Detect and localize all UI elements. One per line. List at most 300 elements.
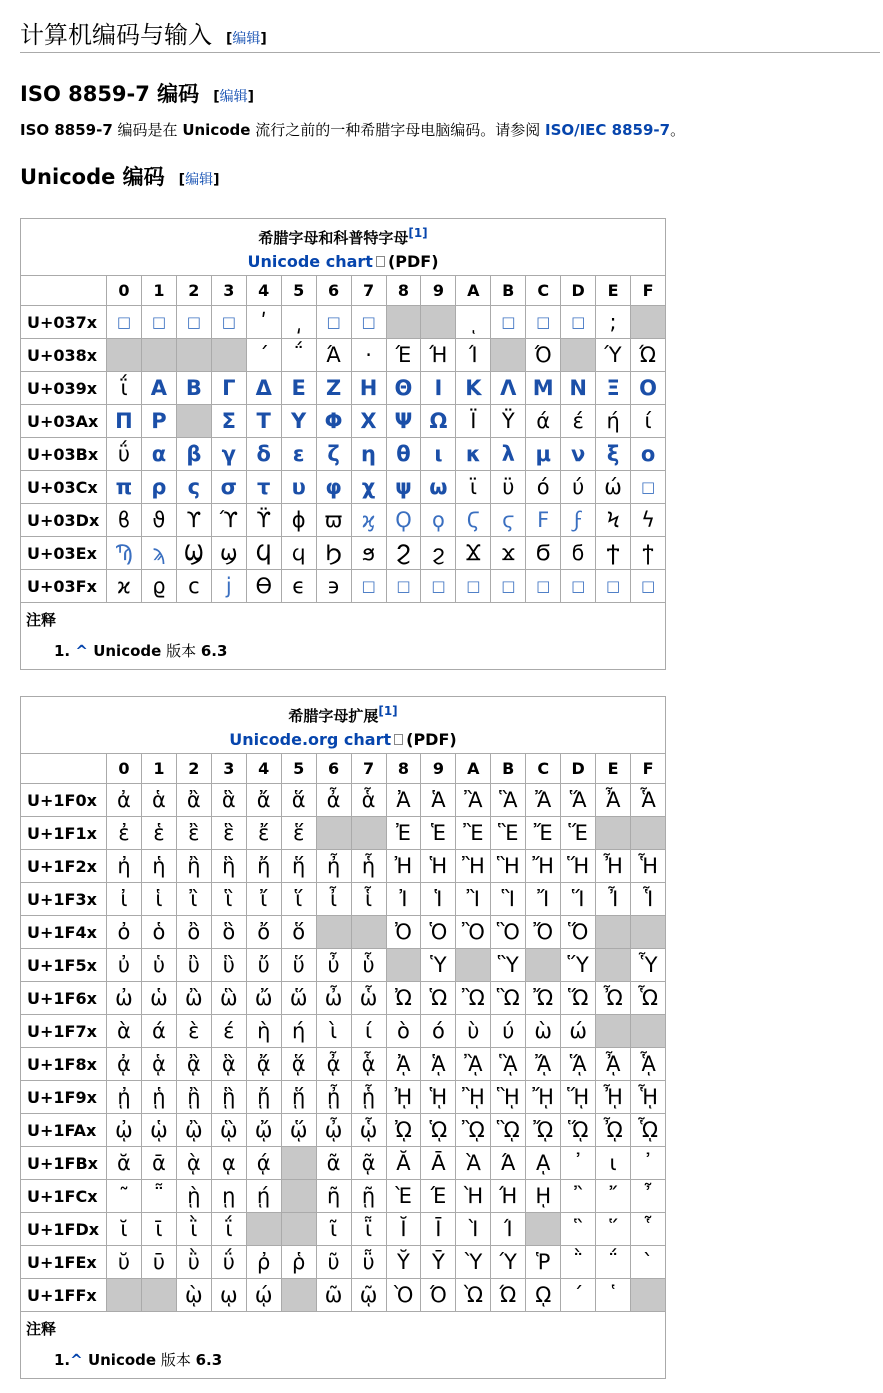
unicode-name: Unicode (182, 121, 251, 139)
char-cell[interactable]: □ (211, 306, 246, 339)
note-item (54, 1349, 660, 1370)
reference-link[interactable]: [1] (408, 225, 428, 240)
char-cell: Ῡ (421, 1246, 456, 1279)
char-cell: Ἂ (456, 784, 491, 817)
iso-name: ISO 8859-7 (20, 121, 113, 139)
char-cell: ῲ (176, 1279, 211, 1312)
char-cell: ᾷ (351, 1147, 386, 1180)
char-cell: Ἄ (526, 784, 561, 817)
char-cell: Ῥ (526, 1246, 561, 1279)
char-cell: ᾠ (107, 1114, 142, 1147)
char-cell: ΄ (246, 339, 281, 372)
char-cell[interactable]: □ (561, 306, 596, 339)
char-cell: ῏ (631, 1180, 666, 1213)
edit-link-wrapper: [编辑] (178, 172, 220, 188)
char-cell: ᾊ (456, 1048, 491, 1081)
char-cell: ἁ (141, 784, 176, 817)
char-cell: Ἀ (386, 784, 421, 817)
char-cell: Ὂ (456, 916, 491, 949)
pdf-label: (PDF) (406, 729, 457, 749)
char-cell: ᾩ (421, 1114, 456, 1147)
char-cell: Ἶ (596, 883, 631, 916)
char-cell: ΰ (211, 1246, 246, 1279)
char-cell: ᾕ (281, 1081, 316, 1114)
table-row (21, 1147, 666, 1180)
char-cell: ῤ (246, 1246, 281, 1279)
note-backlink[interactable]: ^ (75, 642, 88, 660)
char-cell[interactable]: Σ (211, 405, 246, 438)
note-version: 6.3 (195, 1351, 223, 1369)
char-cell: Ἤ (526, 850, 561, 883)
char-cell[interactable]: Ε (281, 372, 316, 405)
note-backlink[interactable]: ^ (70, 1351, 83, 1369)
char-cell: ὃ (211, 916, 246, 949)
char-cell: ΐ (107, 372, 142, 405)
notes-heading: 注释 (26, 1320, 57, 1338)
char-cell: Ί (456, 339, 491, 372)
char-cell[interactable]: Ν (561, 372, 596, 405)
char-cell[interactable]: Ο (631, 372, 666, 405)
column-header: C (526, 754, 561, 784)
char-cell: ῶ (316, 1279, 351, 1312)
char-cell: · (351, 339, 386, 372)
table-row (21, 817, 666, 850)
char-cell: Ή (491, 1180, 526, 1213)
char-cell[interactable]: □ (561, 570, 596, 603)
char-cell: ϩ (421, 537, 456, 570)
caption-title: 希腊字母扩展 (288, 706, 379, 725)
char-cell: ἡ (141, 850, 176, 883)
row-header: U+03Fx (21, 570, 107, 603)
char-cell[interactable]: Β (176, 372, 211, 405)
char-cell[interactable]: □ (351, 570, 386, 603)
char-cell[interactable]: □ (631, 471, 666, 504)
char-cell: ὂ (176, 916, 211, 949)
char-cell: ᾜ (526, 1081, 561, 1114)
char-cell: ὼ (526, 1015, 561, 1048)
pdf-icon (394, 734, 403, 745)
char-cell: ΐ (211, 1213, 246, 1246)
char-cell: Ἢ (456, 850, 491, 883)
unicode-chart-link[interactable]: Unicode chart (247, 251, 373, 271)
column-header: 9 (421, 754, 456, 784)
char-cell: Ἴ (526, 883, 561, 916)
char-cell[interactable]: Δ (246, 372, 281, 405)
para-text: 流行之前的一种希腊字母电脑编码。请参阅 (250, 121, 545, 139)
char-cell: ἱ (141, 883, 176, 916)
row-header: U+1F1x (21, 817, 107, 850)
char-cell[interactable]: ν (561, 438, 596, 471)
char-cell[interactable]: σ (211, 471, 246, 504)
char-cell: ἤ (246, 850, 281, 883)
char-cell: ᾏ (631, 1048, 666, 1081)
table-row (21, 982, 666, 1015)
char-cell[interactable]: □ (526, 306, 561, 339)
char-cell: ῒ (176, 1213, 211, 1246)
char-cell: ῆ (316, 1180, 351, 1213)
char-cell[interactable]: Ψ (386, 405, 421, 438)
char-cell: ᾃ (211, 1048, 246, 1081)
char-cell: Ἧ (631, 850, 666, 883)
char-cell[interactable]: Φ (316, 405, 351, 438)
char-cell[interactable]: □ (386, 570, 421, 603)
column-header: E (596, 754, 631, 784)
char-cell: ϥ (281, 537, 316, 570)
corner-cell (21, 276, 107, 306)
char-cell: ᾓ (211, 1081, 246, 1114)
iso-iec-link[interactable]: ISO/IEC 8859-7 (544, 121, 671, 139)
char-cell (386, 949, 421, 982)
table-row (21, 405, 666, 438)
char-cell: ῼ (526, 1279, 561, 1312)
char-cell[interactable]: □ (596, 570, 631, 603)
char-cell: ϱ (141, 570, 176, 603)
char-cell: ᾲ (176, 1147, 211, 1180)
char-cell: ᾂ (176, 1048, 211, 1081)
char-cell: Ἃ (491, 784, 526, 817)
char-cell[interactable]: Υ (281, 405, 316, 438)
char-cell[interactable]: Π (107, 405, 142, 438)
char-cell[interactable]: Ξ (596, 372, 631, 405)
row-header: U+1F9x (21, 1081, 107, 1114)
char-cell[interactable]: Ρ (141, 405, 176, 438)
char-cell: ὖ (316, 949, 351, 982)
char-cell: ᾣ (211, 1114, 246, 1147)
row-header: U+03Dx (21, 504, 107, 537)
table-row (21, 883, 666, 916)
char-cell: ῎ (596, 1180, 631, 1213)
char-cell: Ἓ (491, 817, 526, 850)
char-cell[interactable]: Ω (421, 405, 456, 438)
char-cell: ῌ (526, 1180, 561, 1213)
char-cell: Ὥ (561, 982, 596, 1015)
column-header: 8 (386, 754, 421, 784)
char-cell: ᾫ (491, 1114, 526, 1147)
note-unicode: Unicode (93, 642, 162, 660)
edit-link[interactable]: 编辑 (219, 89, 248, 105)
char-cell: Ὴ (456, 1180, 491, 1213)
char-cell: ὄ (246, 916, 281, 949)
char-cell[interactable]: τ (246, 471, 281, 504)
char-cell: ῥ (281, 1246, 316, 1279)
char-cell: Ἇ (631, 784, 666, 817)
char-cell (631, 306, 666, 339)
greek-coptic-table (20, 218, 666, 670)
char-cell (526, 1213, 561, 1246)
char-cell: ῡ (141, 1246, 176, 1279)
char-cell: ἒ (176, 817, 211, 850)
char-cell: ι (596, 1147, 631, 1180)
char-cell[interactable]: Τ (246, 405, 281, 438)
char-cell: Ἰ (386, 883, 421, 916)
char-cell: ῍ (561, 1180, 596, 1213)
char-cell: ᾋ (491, 1048, 526, 1081)
char-cell[interactable]: γ (211, 438, 246, 471)
char-cell: ᾪ (456, 1114, 491, 1147)
char-cell: ὓ (211, 949, 246, 982)
row-header: U+037x (21, 306, 107, 339)
row-header: U+1F7x (21, 1015, 107, 1048)
char-cell: ῖ (316, 1213, 351, 1246)
column-header: 9 (421, 276, 456, 306)
row-header: U+1F5x (21, 949, 107, 982)
note-number: 1. (54, 1351, 71, 1369)
char-cell: ἴ (246, 883, 281, 916)
char-cell: ῟ (631, 1213, 666, 1246)
char-cell: ῧ (351, 1246, 386, 1279)
char-cell: Ὶ (456, 1213, 491, 1246)
char-cell[interactable]: ϛ (491, 504, 526, 537)
char-cell: ᾡ (141, 1114, 176, 1147)
char-cell: Έ (421, 1180, 456, 1213)
table-row (21, 372, 666, 405)
row-header: U+038x (21, 339, 107, 372)
char-cell[interactable]: Α (141, 372, 176, 405)
char-cell[interactable]: ι (421, 438, 456, 471)
char-cell: Ἕ (561, 817, 596, 850)
char-cell: ὢ (176, 982, 211, 1015)
column-header: 6 (316, 754, 351, 784)
char-cell: ΅ (596, 1246, 631, 1279)
char-cell: ᾶ (316, 1147, 351, 1180)
char-cell: ὸ (386, 1015, 421, 1048)
char-cell[interactable]: Γ (211, 372, 246, 405)
char-cell: ᾍ (561, 1048, 596, 1081)
section-title: 计算机编码与输入 (20, 21, 212, 49)
char-cell[interactable]: Λ (491, 372, 526, 405)
char-cell: Ὺ (456, 1246, 491, 1279)
char-cell: ἵ (281, 883, 316, 916)
char-cell[interactable]: ς (176, 471, 211, 504)
char-cell: ᾳ (211, 1147, 246, 1180)
char-cell[interactable]: Ϙ (386, 504, 421, 537)
char-cell (176, 405, 211, 438)
char-cell[interactable]: υ (281, 471, 316, 504)
char-cell: Ί (491, 1213, 526, 1246)
char-cell: ; (596, 306, 631, 339)
char-cell: ᾭ (561, 1114, 596, 1147)
char-cell[interactable]: μ (526, 438, 561, 471)
char-cell[interactable]: □ (351, 306, 386, 339)
char-cell: Ώ (491, 1279, 526, 1312)
edit-link[interactable]: 编辑 (185, 172, 214, 188)
char-cell[interactable]: ϳ (211, 570, 246, 603)
char-cell: Ὤ (526, 982, 561, 1015)
edit-link[interactable]: 编辑 (232, 31, 261, 47)
char-cell (456, 949, 491, 982)
char-cell: ᾯ (631, 1114, 666, 1147)
char-cell: Ϋ (491, 405, 526, 438)
char-cell: Ἵ (561, 883, 596, 916)
table-row (21, 570, 666, 603)
table-row (21, 1114, 666, 1147)
char-cell: Ὓ (491, 949, 526, 982)
char-cell[interactable]: □ (316, 306, 351, 339)
char-cell[interactable]: Η (351, 372, 386, 405)
row-header: U+1FAx (21, 1114, 107, 1147)
char-cell: Ϧ (316, 537, 351, 570)
table-row (21, 339, 666, 372)
char-cell: ʹ (246, 306, 281, 339)
char-cell[interactable]: λ (491, 438, 526, 471)
char-cell[interactable]: □ (526, 570, 561, 603)
table-caption (21, 219, 666, 276)
char-cell: ϓ (211, 504, 246, 537)
char-cell (141, 339, 176, 372)
char-cell: Ὃ (491, 916, 526, 949)
char-cell: Ὣ (491, 982, 526, 1015)
char-cell: ἣ (211, 850, 246, 883)
char-cell[interactable]: Ζ (316, 372, 351, 405)
char-cell[interactable]: Κ (456, 372, 491, 405)
char-cell: ῀ (107, 1180, 142, 1213)
char-cell[interactable]: Μ (526, 372, 561, 405)
row-header: U+1F0x (21, 784, 107, 817)
char-cell: ᾈ (386, 1048, 421, 1081)
char-cell[interactable]: Ϡ (107, 537, 142, 570)
char-cell: Ὁ (421, 916, 456, 949)
char-cell: ἐ (107, 817, 142, 850)
char-cell: Ϩ (386, 537, 421, 570)
char-cell[interactable]: □ (631, 570, 666, 603)
char-cell[interactable]: ο (631, 438, 666, 471)
char-cell: ᾄ (246, 1048, 281, 1081)
char-cell: Ϯ (596, 537, 631, 570)
note-version-label: 版本 (161, 642, 201, 660)
char-cell (316, 817, 351, 850)
char-cell: ἰ (107, 883, 142, 916)
char-cell: ΰ (107, 438, 142, 471)
char-cell[interactable]: □ (141, 306, 176, 339)
char-cell: Ά (316, 339, 351, 372)
char-cell[interactable]: □ (107, 306, 142, 339)
char-cell (316, 916, 351, 949)
unicode-chart-link[interactable]: Unicode.org chart (229, 729, 392, 749)
char-cell: Ὦ (596, 982, 631, 1015)
char-cell[interactable]: φ (316, 471, 351, 504)
char-cell[interactable]: □ (421, 570, 456, 603)
char-cell[interactable]: α (141, 438, 176, 471)
char-cell: ῂ (176, 1180, 211, 1213)
char-cell: ᾮ (596, 1114, 631, 1147)
char-cell[interactable]: □ (456, 570, 491, 603)
char-cell[interactable]: □ (176, 306, 211, 339)
notes-cell (21, 603, 666, 670)
char-cell: ἲ (176, 883, 211, 916)
char-cell[interactable]: π (107, 471, 142, 504)
char-cell: ῾ (596, 1279, 631, 1312)
char-cell: ᾎ (596, 1048, 631, 1081)
char-cell: ῠ (107, 1246, 142, 1279)
char-cell: ἀ (107, 784, 142, 817)
char-cell: ϰ (107, 570, 142, 603)
char-cell: ᾆ (316, 1048, 351, 1081)
reference-link[interactable]: [1] (378, 703, 398, 718)
char-cell: ϒ (176, 504, 211, 537)
char-cell[interactable]: Ϝ (526, 504, 561, 537)
char-cell: ό (421, 1015, 456, 1048)
column-header: A (456, 754, 491, 784)
char-cell: ὲ (176, 1015, 211, 1048)
char-cell[interactable]: ϙ (421, 504, 456, 537)
char-cell: ἆ (316, 784, 351, 817)
char-cell: ᾽ (561, 1147, 596, 1180)
row-header: U+1FFx (21, 1279, 107, 1312)
char-cell[interactable]: θ (386, 438, 421, 471)
char-cell[interactable]: ϡ (141, 537, 176, 570)
char-cell: Ὧ (631, 982, 666, 1015)
table-row (21, 1279, 666, 1312)
char-cell: ᾨ (386, 1114, 421, 1147)
char-cell[interactable]: Χ (351, 405, 386, 438)
char-cell: Ἲ (456, 883, 491, 916)
char-cell[interactable]: ω (421, 471, 456, 504)
char-cell[interactable]: ϝ (561, 504, 596, 537)
char-cell[interactable]: ϗ (351, 504, 386, 537)
char-cell[interactable]: □ (491, 306, 526, 339)
char-cell: Ῐ (386, 1213, 421, 1246)
char-cell[interactable]: Ϛ (456, 504, 491, 537)
char-cell[interactable]: □ (491, 570, 526, 603)
char-cell: Ὰ (456, 1147, 491, 1180)
section-heading-iso (20, 80, 254, 111)
char-cell: ἕ (281, 817, 316, 850)
char-cell[interactable]: Θ (386, 372, 421, 405)
char-cell: ἠ (107, 850, 142, 883)
char-cell[interactable]: ρ (141, 471, 176, 504)
char-cell: ῇ (351, 1180, 386, 1213)
section-heading-input (20, 18, 880, 53)
note-unicode: Unicode (87, 1351, 157, 1369)
pdf-label: (PDF) (387, 251, 439, 271)
char-cell: ώ (561, 1015, 596, 1048)
table-row (21, 471, 666, 504)
char-cell[interactable]: β (176, 438, 211, 471)
row-header: U+1FCx (21, 1180, 107, 1213)
column-header: E (596, 276, 631, 306)
char-cell[interactable]: χ (351, 471, 386, 504)
char-cell: Ῠ (386, 1246, 421, 1279)
edit-link-wrapper: [编辑] (213, 89, 254, 105)
char-cell: ὀ (107, 916, 142, 949)
column-header: 1 (141, 276, 176, 306)
char-cell[interactable]: η (351, 438, 386, 471)
column-header: 3 (211, 276, 246, 306)
char-cell (107, 339, 142, 372)
char-cell[interactable]: ξ (596, 438, 631, 471)
char-cell[interactable]: ψ (386, 471, 421, 504)
char-cell (107, 1279, 142, 1312)
char-cell: Ό (526, 339, 561, 372)
char-cell: ῗ (351, 1213, 386, 1246)
char-cell: ᾰ (107, 1147, 142, 1180)
edit-link-wrapper: [编辑] (226, 31, 267, 47)
char-cell: ᾇ (351, 1048, 386, 1081)
char-cell[interactable]: ε (281, 438, 316, 471)
char-cell: ὶ (316, 1015, 351, 1048)
char-cell[interactable]: ζ (316, 438, 351, 471)
char-cell: ὦ (316, 982, 351, 1015)
char-cell: ἳ (211, 883, 246, 916)
column-header: 5 (281, 276, 316, 306)
note-number: 1. (54, 642, 71, 660)
char-cell: ἓ (211, 817, 246, 850)
char-cell[interactable]: Ι (421, 372, 456, 405)
char-cell[interactable]: δ (246, 438, 281, 471)
char-cell: Ἡ (421, 850, 456, 883)
char-cell: ῷ (351, 1279, 386, 1312)
char-cell[interactable]: κ (456, 438, 491, 471)
